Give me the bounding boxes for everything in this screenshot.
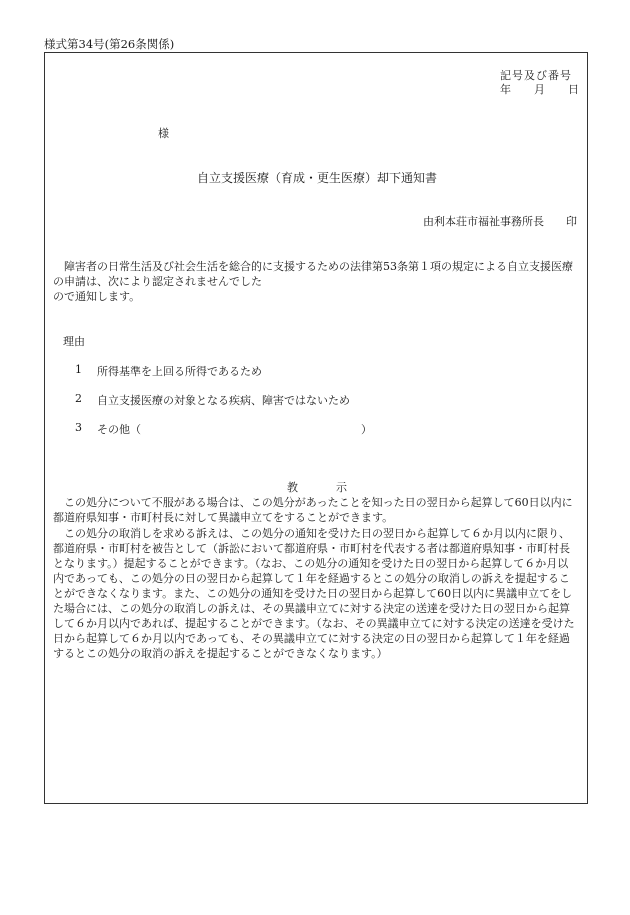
document-title: 自立支援医療（育成・更生医療）却下通知書 (196, 171, 437, 185)
reason-text: その他（ ） (97, 423, 372, 436)
intro-text: 障害者の日常生活及び社会生活を総合的に支援するための法律第53条第１項の規定による自立支援医療の申請は、次により認定されませんでした (53, 260, 573, 288)
reason-number: 1 (75, 363, 82, 376)
date-year: 年 (500, 83, 511, 96)
notice-paragraph-2: この処分の取消しを求める訴えは、この処分の通知を受けた日の翌日から起算して６か月以内に限り、都道府県・市町村を被告として（訴訟において都道府県・市町村を代表する者は都道府県知事・市町村長となります。）提起することができます。（なお、この処分の通知を受けた日の翌日から起算して６か月以内であっても、この処分の日の翌日から起算して１年を経過するとこの処分の取消しの訴えを提起することができなくなります。また、この処分の通知を受けた日の翌日から起算して60日以内に異議申立てをした場合には、この処分の取消しの訴えは、その異議申立てに対する決定の送達を受けた日の翌日から起算して６か月以内であれば、提起することができます。（なお、その異議申立てに対する決定の送達を受けた日から起算して６か月以内であっても、その異議申立てに対する決定の日の翌日から起算して１年を経過するとこの処分の取消の訴えを提起することができなくなります。） (53, 527, 575, 660)
reason-text: 所得基準を上回る所得であるため (97, 365, 262, 378)
date-month: 月 (534, 83, 545, 96)
document-frame (44, 52, 588, 804)
intro-continuation: ので通知します。 (53, 290, 141, 303)
notice-paragraph-1: この処分について不服がある場合は、この処分があったことを知った日の翌日から起算して60日以内に都道府県知事・市町村長に対して異議申立てをすることができます。 (53, 496, 573, 524)
notice-heading: 教示 (287, 481, 385, 494)
form-number-label: 様式第34号(第26条関係) (44, 37, 175, 51)
reason-text: 自立支援医療の対象となる疾病、障害ではないため (97, 394, 350, 407)
intro-paragraph (53, 259, 579, 304)
reason-number: 2 (75, 392, 82, 405)
reasons-heading: 理由 (63, 335, 85, 348)
reason-number: 3 (75, 421, 82, 434)
date-day: 日 (568, 83, 579, 96)
issuer-line: 由利本荘市福祉事務所長 印 (423, 215, 577, 228)
addressee-honorific: 様 (158, 127, 169, 140)
record-number-label: 記号及び番号 (500, 69, 572, 82)
